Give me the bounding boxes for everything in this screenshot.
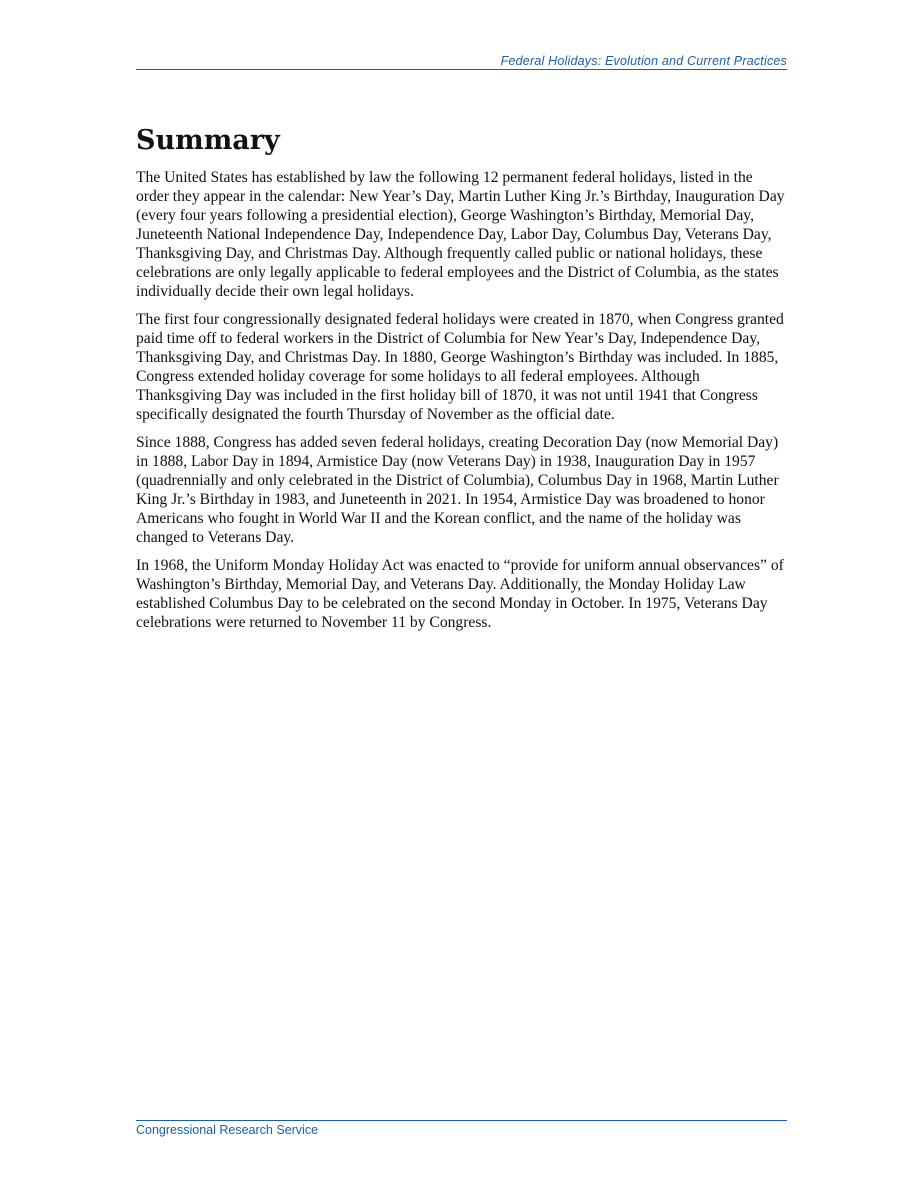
page-title: Summary: [136, 125, 280, 156]
header-divider: [136, 69, 787, 70]
running-header-title: Federal Holidays: Evolution and Current Practices: [500, 54, 787, 68]
summary-paragraph-1: The United States has established by law the following 12 permanent federal holidays, listed in the order they appear in the calendar: New Year’s Day, Martin Luther King Jr.’s Birthday, Inauguration Day (every four years following a presidential election), George Washington’s Birthday, Memorial Day, Juneteenth National Independence Day, Independence Day, Labor Day, Columbus Day, Veterans Day, Thanksgiving Day, and Christmas Day. Although frequently called public or national holidays, these celebrations are only legally applicable to federal employees and the District of Columbia, as the states individually decide their own legal holidays.: [136, 169, 785, 300]
summary-paragraph-4: In 1968, the Uniform Monday Holiday Act was enacted to “provide for uniform annual observances” of Washington’s Birthday, Memorial Day, and Veterans Day. Additionally, the Monday Holiday Law established Columbus Day to be celebrated on the second Monday in October. In 1975, Veterans Day celebrations were returned to November 11 by Congress.: [136, 557, 784, 631]
summary-paragraph-3: Since 1888, Congress has added seven federal holidays, creating Decoration Day (now Memorial Day) in 1888, Labor Day in 1894, Armistice Day (now Veterans Day) in 1938, Inauguration Day in 1957 (quadrennially and only celebrated in the District of Columbia), Columbus Day in 1968, Martin Luther King Jr.’s Birthday in 1983, and Juneteenth in 2021. In 1954, Armistice Day was broadened to honor Americans who fought in World War II and the Korean conflict, and the name of the holiday was changed to Veterans Day.: [136, 434, 779, 546]
summary-section: [136, 122, 788, 641]
running-footer-publisher: Congressional Research Service: [136, 1123, 319, 1137]
summary-paragraph-2: The first four congressionally designated federal holidays were created in 1870, when Congress granted paid time off to federal workers in the District of Columbia for New Year’s Day, Independence Day, Thanksgiving Day, and Christmas Day. In 1880, George Washington’s Birthday was included. In 1885, Congress extended holiday coverage for some holidays to all federal employees. Although Thanksgiving Day was included in the first holiday bill of 1870, it was not until 1941 that Congress specifically designated the fourth Thursday of November as the official date.: [136, 311, 784, 423]
footer-divider: [136, 1120, 787, 1121]
